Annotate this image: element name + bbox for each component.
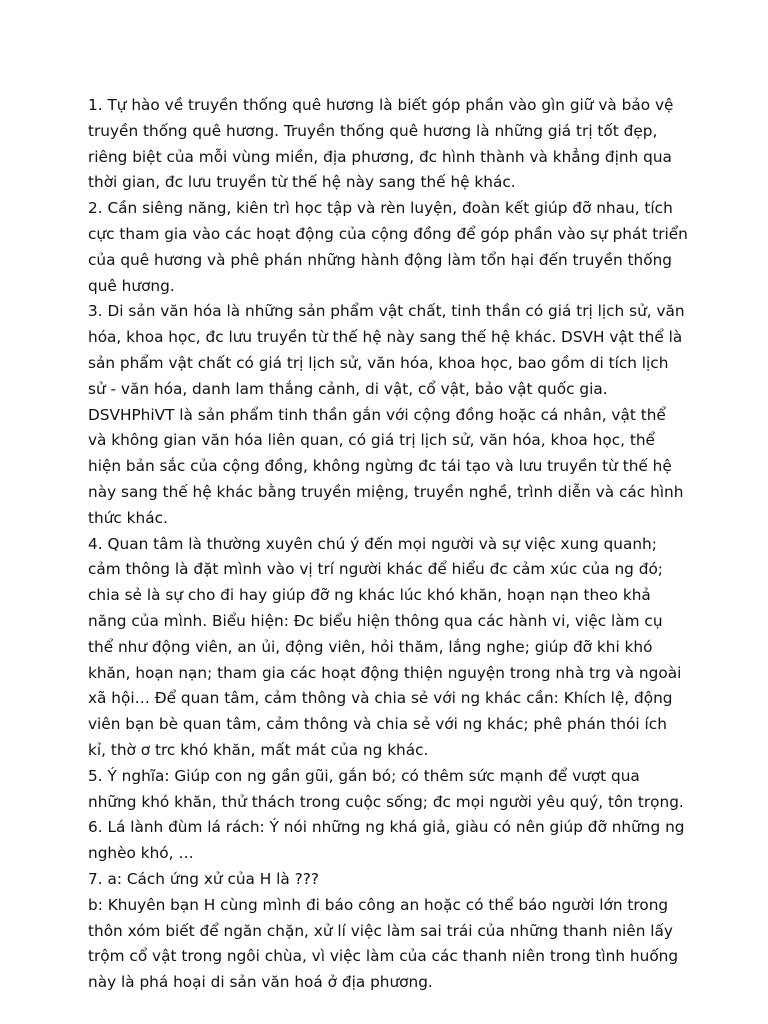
paragraph-7b: b: Khuyên bạn H cùng mình đi báo công an hoặc có thể báo người lớn trong thôn xóm biết để ngăn chặn, xử lí việc làm sai trái của những thanh niên lấy trộm cổ vật trong ngôi chùa, vì việc làm của các thanh niên trong tình huống này là phá hoại di sản văn hoá ở địa phương. xyxy=(88,895,679,992)
paragraph-4: 4. Quan tâm là thường xuyên chú ý đến mọi người và sự việc xung quanh; cảm thông là đặt mình vào vị trí người khác để hiểu đc cảm xúc của ng đó; chia sẻ là sự cho đi hay giúp đỡ ng khác lúc khó khăn, hoạn nạn theo khả năng của mình. Biểu hiện: Đc biểu hiện thông qua các hành vi, việc làm cụ thể như động viên, an ủi, động viên, hỏi thăm, lắng nghe; giúp đỡ khi khó khăn, hoạn nạn; tham gia các hoạt động thiện nguyện trong nhà trg và ngoài xã hội… Để quan tâm, cảm thông và chia sẻ với ng khác cần: Khích lệ, động viên bạn bè quan tâm, cảm thông và chia sẻ với ng khác; phê phán thói ích kỉ, thờ ơ trc khó khăn, mất mát của ng khác. xyxy=(88,534,682,759)
paragraph-1: 1. Tự hào về truyền thống quê hương là biết góp phần vào gìn giữ và bảo vệ truyền thống quê hương. Truyền thống quê hương là những giá trị tốt đẹp, riêng biệt của mỗi vùng miền, địa phương, đc hình thành và khẳng định qua thời gian, đc lưu truyền từ thế hệ này sang thế hệ khác. xyxy=(88,96,674,192)
document-body xyxy=(88,93,688,996)
paragraph-6: 6. Lá lành đùm lá rách: Ý nói những ng khá giả, giàu có nên giúp đỡ những ng nghèo khó, … xyxy=(88,818,685,863)
paragraph-5: 5. Ý nghĩa: Giúp con ng gần gũi, gắn bó; có thêm sức mạnh để vượt qua những khó khăn, thử thách trong cuộc sống; đc mọi người yêu quý, tôn trọng. xyxy=(88,766,684,811)
paragraph-7a: 7. a: Cách ứng xử của H là ??? xyxy=(88,869,319,888)
paragraph-3: 3. Di sản văn hóa là những sản phẩm vật chất, tinh thần có giá trị lịch sử, văn hóa, khoa học, đc lưu truyền từ thế hệ này sang thế hệ khác. DSVH vật thể là sản phẩm vật chất có giá trị lịch sử, văn hóa, khoa học, bao gồm di tích lịch sử - văn hóa, danh lam thắng cảnh, di vật, cổ vật, bảo vật quốc gia. DSVHPhiVT là sản phẩm tinh thần gắn với cộng đồng hoặc cá nhân, vật thể và không gian văn hóa liên quan, có giá trị lịch sử, văn hóa, khoa học, thể hiện bản sắc của cộng đồng, không ngừng đc tái tạo và lưu truyền từ thế hệ này sang thế hệ khác bằng truyền miệng, truyền nghề, trình diễn và các hình thức khác. xyxy=(88,302,685,527)
paragraph-2: 2. Cần siêng năng, kiên trì học tập và rèn luyện, đoàn kết giúp đỡ nhau, tích cực tham gia vào các hoạt động của cộng đồng để góp phần vào sự phát triển của quê hương và phê phán những hành động làm tổn hại đến truyền thống quê hương. xyxy=(88,199,688,295)
